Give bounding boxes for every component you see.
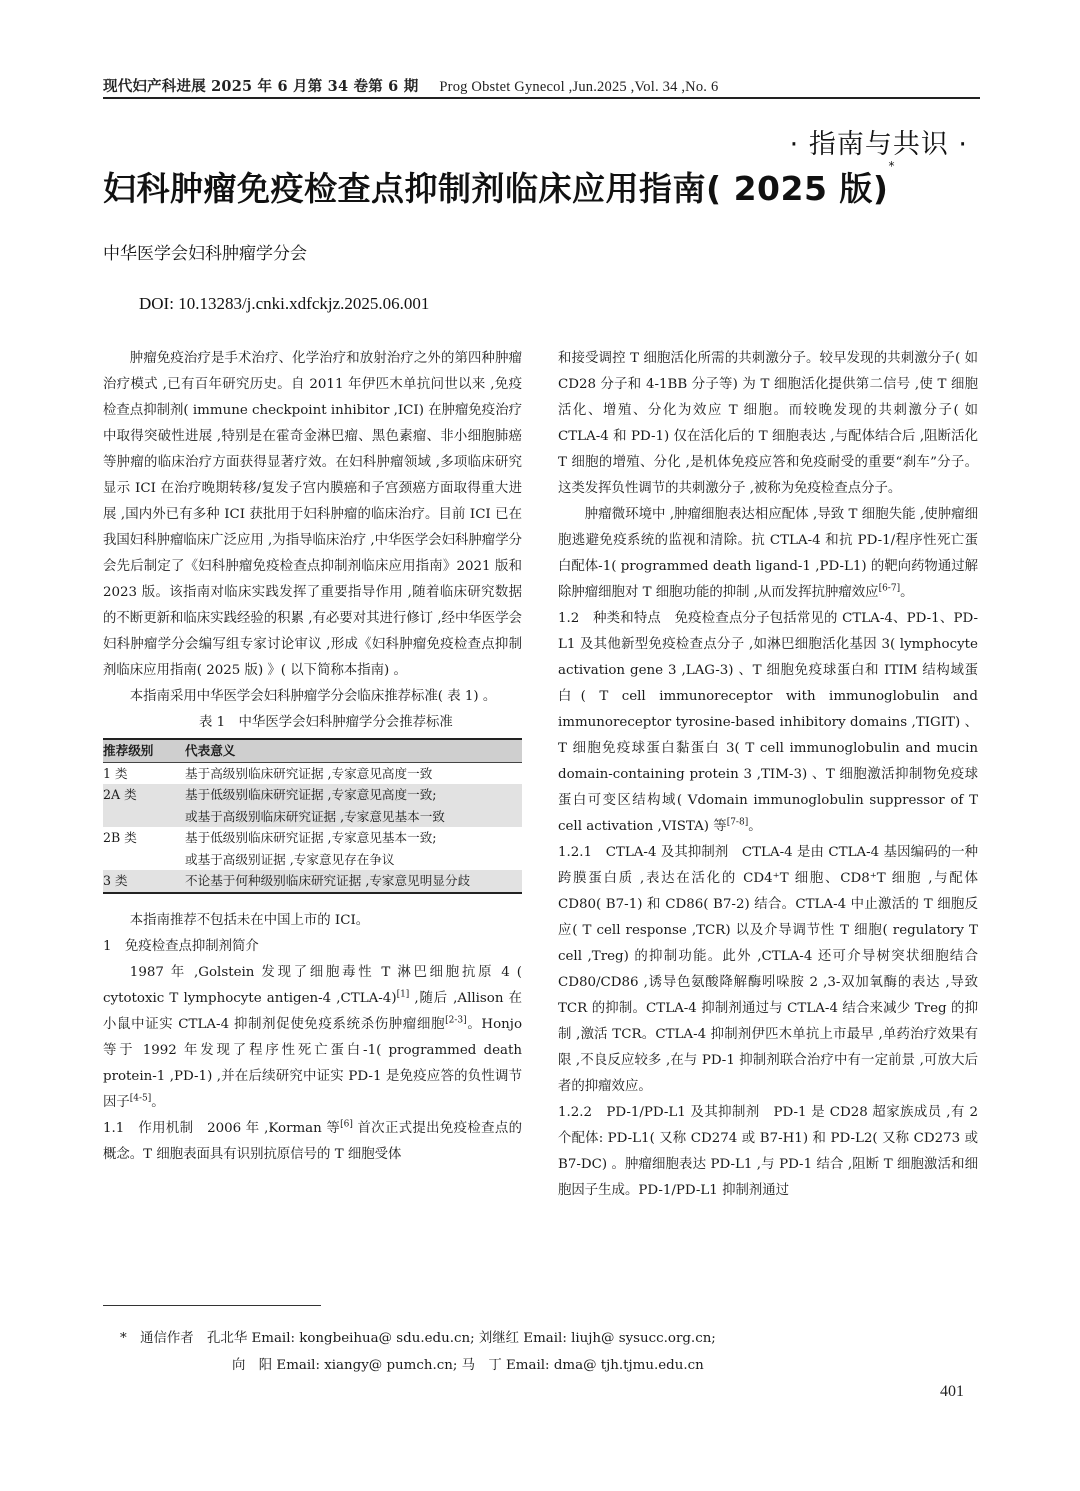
table-cell-meaning: 不论基于何种级别临床研究证据 ,专家意见明显分歧 — [185, 870, 522, 893]
title-footnote-mark: * — [888, 159, 895, 173]
table-header-meaning: 代表意义 — [185, 739, 522, 762]
citation-ref[interactable]: [1] — [396, 989, 410, 1000]
citation-ref[interactable]: [6] — [340, 1119, 353, 1130]
text-span: 1987 年 ,Golstein 发现了细胞毒性 T 淋巴细胞抗原 4 ( cytotoxic T lymphocyte antigen-4 ,CTLA-4) — [103, 964, 522, 1006]
title-text: 妇科肿瘤免疫检查点抑制剂临床应用指南( 2025 版) — [103, 169, 889, 208]
text-span: 1.1 作用机制 2006 年 ,Korman 等 — [103, 1120, 341, 1136]
page-number: 401 — [940, 1383, 964, 1400]
text-span: ,随后 ,Allison 在小鼠中证实 CTLA-4 抑制剂促使免疫系统杀伤肿瘤细胞 — [103, 990, 522, 1032]
table-cell-line: 基于低级别临床研究证据 ,专家意见基本一致; — [185, 830, 437, 845]
footnote-line: 向 阳 Email: xiangy@ pumch.cn; 马 丁 Email: dma@ tjh.tjmu.edu.cn — [232, 1358, 704, 1373]
header-divider — [103, 97, 980, 99]
table-row — [103, 870, 522, 893]
table-row — [103, 762, 522, 784]
citation-ref[interactable]: [4-5] — [129, 1093, 152, 1104]
text-span: 。 — [151, 1094, 165, 1110]
table-cell-meaning — [185, 784, 522, 827]
recommendation-table — [103, 738, 522, 894]
text-span: 。 — [900, 585, 914, 600]
intro-paragraph: 肿瘤免疫治疗是手术治疗、化学治疗和放射治疗之外的第四种肿瘤治疗模式 ,已有百年研究历史。自 2011 年伊匹木单抗问世以来 ,免疫检查点抑制剂( immune checkpoint inhibitor ,ICI) 在肿瘤免疫治疗中取得突破性进展 ,特别是在霍奇金淋巴瘤、黑色素瘤、非小细胞肺癌等肿瘤的临床治疗方面获得显著疗效。在妇科肿瘤领域 ,多项临床研究显示 ICI 在治疗晚期转移/复发子宫内膜癌和子宫颈癌方面取得重大进展 ,国内外已有多种 ICI 获批用于妇科肿瘤的临床治疗。目前 ICI 已在我国妇科肿瘤临床广泛应用 ,为指导临床治疗 ,中华医学会妇科肿瘤学分会先后制定了《妇科肿瘤免疫检查点抑制剂临床应用指南》2021 版和 2023 版。该指南对临床实践发挥了重要指导作用 ,随着临床研究数据的不断更新和临床实践经验的积累 ,有必要对其进行修订 ,经中华医学会妇科肿瘤学分会编写组专家讨论审议 ,形成《妇科肿瘤免疫检查点抑制剂临床应用指南( 2025 版) 》( 以下简称本指南) 。 — [103, 351, 522, 678]
mechanism-paragraph — [103, 1116, 522, 1168]
text-span: 首次正式提出免疫检查点的概念。T 细胞表面具有识别抗原信号的 T 细胞受体 — [103, 1120, 522, 1162]
ctla4-paragraph: 1.2.1 CTLA-4 及其抑制剂 CTLA-4 是由 CTLA-4 基因编码的一种跨膜蛋白质 ,表达在活化的 CD4⁺T 细胞、CD8⁺T 细胞 ,与配体 CD80( B7-1) 和 CD86( B7-2) 结合。CTLA-4 中止激活的 T 细胞反应( T cell response ,TCR) 以及介导调节性 T 细胞( regulatory T cell ,Treg) 的抑制功能。此外 ,CTLA-4 还可介导树突状细胞结合 CD80/CD86 ,诱导色氨酸降解酶吲哚胺 2 ,3-双加氧酶的表达 ,导致 TCR 的抑制。CTLA-4 抑制剂通过与 CTLA-4 结合来减少 Treg 的抑制 ,激活 TCR。CTLA-4 抑制剂伊匹木单抗上市最早 ,单药治疗效果有限 ,不良反应较多 ,在与 PD-1 抑制剂联合治疗中有一定前景 ,可放大后者的抑瘤效应。 — [558, 845, 978, 1094]
pd1-paragraph: 1.2.2 PD-1/PD-L1 及其抑制剂 PD-1 是 CD28 超家族成员 ,有 2 个配体: PD-L1( 又称 CD274 或 B7-H1) 和 PD-L2( 又称 CD273 或 B7-DC) 。肿瘤细胞表达 PD-L1 ,与 PD-1 结合 ,阻断 T 细胞激活和细胞因子生成。PD-1/PD-L1 抑制剂通过 — [558, 1105, 978, 1198]
costimulatory-paragraph: 和接受调控 T 细胞活化所需的共刺激分子。较早发现的共刺激分子( 如 CD28 分子和 4-1BB 分子等) 为 T 细胞活化提供第二信号 ,使 T 细胞活化、增殖、分化为效应 T 细胞。而较晚发现的共刺激分子( 如 CTLA-4 和 PD-1) 仅在活化后的 T 细胞表达 ,与配体结合后 ,阻断活化 T 细胞的增殖、分化 ,是机体免疫应答和免疫耐受的重要“刹车”分子。这类发挥负性调节的共刺激分子 ,被称为免疫检查点分子。 — [558, 351, 978, 496]
history-paragraph — [103, 960, 522, 1116]
table-cell-meaning — [185, 827, 522, 870]
text-span: 1.2 种类和特点 免疫检查点分子包括常见的 CTLA-4、PD-1、PD-L1 及其他新型免疫检查点分子 ,如淋巴细胞活化基因 3( lymphocyte activation gene 3 ,LAG-3) 、T 细胞免疫球蛋白和 ITIM 结构域蛋白( T cell immunoreceptor with immunoglobulin and immunoreceptor tyrosine-based inhibitory domains ,TIGIT) 、T 细胞免疫球蛋白黏蛋白 3( T cell immunoglobulin and mucin domain-containing protein 3 ,TIM-3) 、T 细胞激活抑制物免疫球蛋白可变区结构域( Vdomain immunoglobulin suppressor of T cell activation ,VISTA) 等 — [558, 611, 978, 834]
table-row — [103, 784, 522, 827]
footnote-divider — [103, 1305, 321, 1306]
article-title — [103, 159, 895, 210]
right-column — [558, 346, 978, 1204]
journal-header-en: Prog Obstet Gynecol ,Jun.2025 ,Vol. 34 ,No. 6 — [439, 79, 719, 95]
table-cell-meaning: 基于高级别临床研究证据 ,专家意见高度一致 — [185, 765, 433, 781]
journal-header-cn: 现代妇产科进展 2025 年 6 月第 34 卷第 6 期 — [103, 78, 419, 95]
left-column — [103, 346, 522, 1168]
ici-scope-paragraph: 本指南推荐不包括未在中国上市的 ICI。 — [129, 912, 370, 928]
types-paragraph — [558, 606, 978, 840]
table-cell-level: 1 类 — [103, 765, 128, 781]
table-cell-line: 或基于高级别证据 ,专家意见存在争议 — [185, 851, 395, 867]
text-span: 。Honjo 等于 1992 年发现了程序性死亡蛋白-1( programmed death protein-1 ,PD-1) ,并在后续研究中证实 PD-1 是免疫应答的负性调节因子 — [103, 1016, 523, 1110]
table-cell-line: 基于低级别临床研究证据 ,专家意见高度一致; — [185, 787, 437, 802]
doi-line[interactable]: DOI: 10.13283/j.cnki.xdfckjz.2025.06.001 — [139, 294, 430, 313]
corresponding-authors-footnote — [120, 1325, 716, 1379]
section-tag: · 指南与共识 · — [789, 129, 968, 160]
table-cell-level: 2A 类 — [103, 784, 185, 827]
footnote-line: * 通信作者 孔北华 Email: kongbeihua@ sdu.edu.cn; 刘继红 Email: liujh@ sysucc.org.cn; — [120, 1331, 716, 1346]
citation-ref[interactable]: [7-8] — [726, 817, 749, 828]
standard-paragraph: 本指南采用中华医学会妇科肿瘤学分会临床推荐标准( 表 1) 。 — [129, 689, 497, 704]
table-cell-line: 或基于高级别临床研究证据 ,专家意见基本一致 — [185, 808, 445, 824]
table-cell-level: 3 类 — [103, 870, 185, 893]
text-span: 肿瘤微环境中 ,肿瘤细胞表达相应配体 ,导致 T 细胞失能 ,使肿瘤细胞逃避免疫系统的监视和清除。抗 CTLA-4 和抗 PD-1/程序性死亡蛋白配体-1( programmed death ligand-1 ,PD-L1) 的靶向药物通过解除肿瘤细胞对 T 细胞功能的抑制 ,从而发挥抗肿瘤效应 — [558, 507, 978, 600]
author-line: 中华医学会妇科肿瘤学分会 — [103, 244, 307, 264]
citation-ref[interactable]: [6-7] — [878, 583, 901, 594]
table-header-row — [103, 739, 522, 762]
table-row — [103, 827, 522, 870]
microenvironment-paragraph — [558, 502, 978, 606]
section-heading-1: 1 免疫检查点抑制剂简介 — [103, 938, 259, 954]
table-header-level: 推荐级别 — [103, 739, 185, 762]
table-cell-level: 2B 类 — [103, 830, 137, 845]
journal-header — [103, 75, 718, 96]
text-span: 。 — [748, 819, 762, 834]
table-caption: 表 1 中华医学会妇科肿瘤学分会推荐标准 — [198, 715, 453, 730]
citation-ref[interactable]: [2-3] — [445, 1015, 467, 1026]
